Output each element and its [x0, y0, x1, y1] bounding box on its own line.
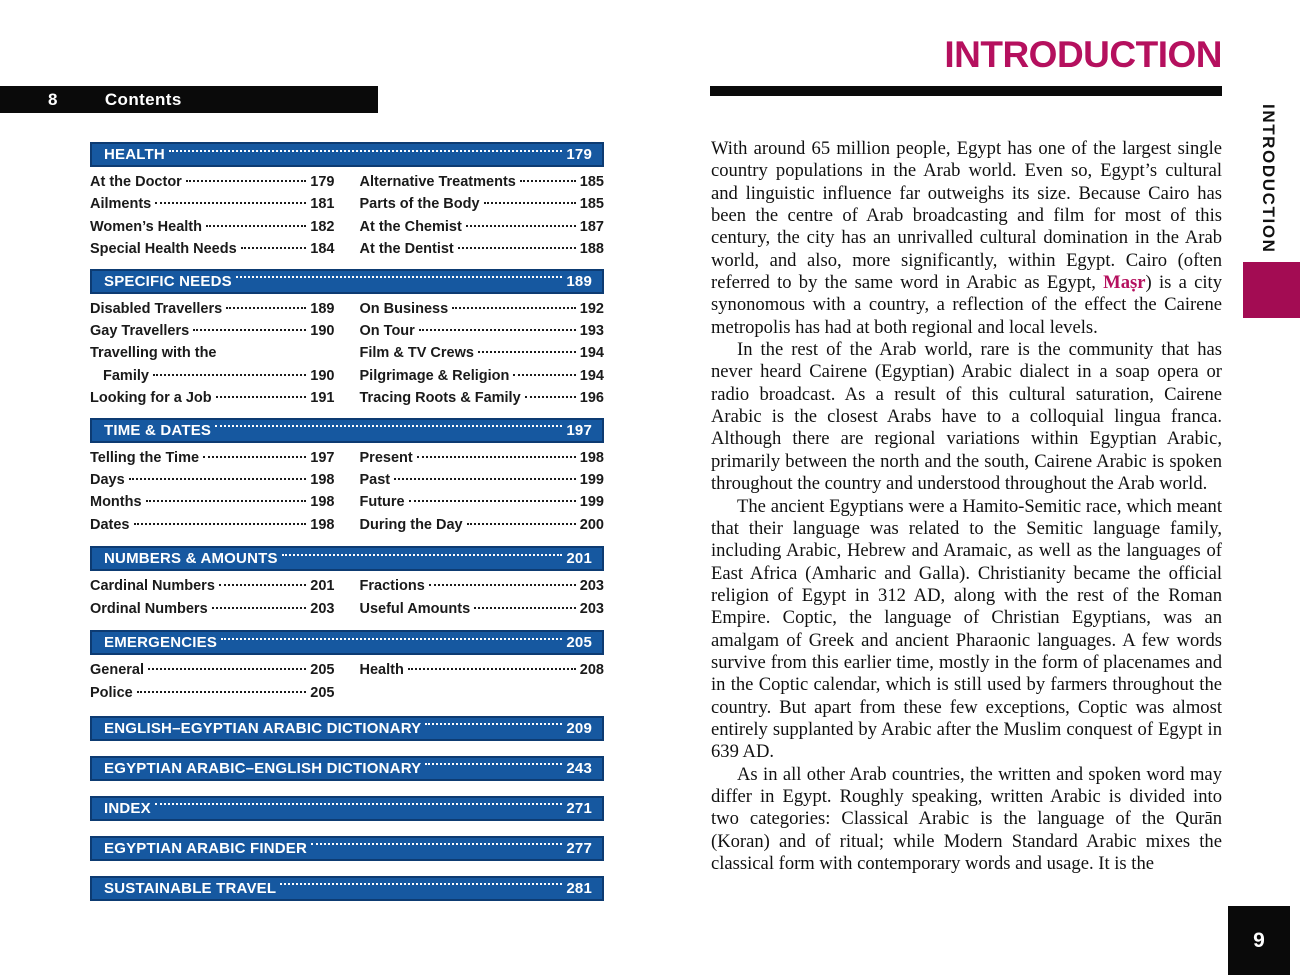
toc-entry-page: 182: [310, 218, 335, 235]
contents-title: Contents: [104, 89, 182, 109]
toc-section-title: SPECIFIC NEEDS: [104, 272, 232, 290]
toc-entry-page: 194: [579, 367, 604, 384]
toc-section-bar: [90, 716, 604, 741]
toc-entry-label: Pilgrimage & Religion: [359, 367, 510, 384]
toc-entry-label: At the Chemist: [359, 218, 462, 235]
toc-section-bar: [90, 269, 604, 294]
toc-entry-page: 205: [310, 662, 335, 679]
toc-entry-label: Gay Travellers: [90, 323, 190, 340]
toc-section-columns: [90, 298, 604, 410]
chapter-side-label: INTRODUCTION: [1259, 104, 1278, 254]
toc-section-page: 205: [566, 634, 592, 652]
toc-column-right: [360, 659, 605, 704]
toc-entry: [90, 469, 335, 491]
toc-entry-label: Fractions: [359, 578, 425, 595]
toc-section-bar: [90, 546, 604, 571]
dotted-leader: [525, 396, 576, 398]
toc-entry-label: Useful Amounts: [359, 600, 471, 617]
toc-entry: [360, 238, 605, 260]
toc-entry: [90, 238, 335, 260]
dotted-leader: [203, 456, 306, 458]
toc-entry: [360, 469, 605, 491]
toc-entry-page: 198: [310, 516, 335, 533]
dotted-leader: [216, 396, 307, 398]
toc-entry: [90, 216, 335, 238]
toc-entry: [90, 193, 335, 215]
title-rule: [710, 86, 1222, 96]
toc-column-left: [90, 659, 335, 704]
toc-entry: [90, 171, 335, 193]
toc-entry-label: Ailments: [90, 196, 152, 213]
toc-entry: [360, 387, 605, 409]
toc-entry-label: Alternative Treatments: [359, 174, 516, 190]
toc-entry: [360, 659, 605, 681]
toc-entry-page: 196: [579, 390, 604, 407]
toc-entry-page: 200: [579, 516, 604, 533]
toc-entry-page: 185: [579, 196, 604, 213]
toc-entry: [360, 320, 605, 342]
toc-entry-label: Parts of the Body: [359, 196, 480, 213]
toc-entry: [360, 575, 605, 597]
dotted-leader: [520, 180, 576, 182]
dotted-leader: [311, 843, 562, 845]
toc-entry: [360, 216, 605, 238]
dotted-leader: [193, 329, 306, 331]
toc-entry-page: 185: [579, 174, 604, 190]
toc-entry-page: 181: [310, 196, 335, 213]
toc-entry-label: Telling the Time: [90, 449, 200, 466]
dotted-leader: [219, 584, 306, 586]
dotted-leader: [241, 247, 307, 249]
dotted-leader: [478, 351, 576, 353]
toc-section-title: SUSTAINABLE TRAVEL: [104, 879, 277, 897]
toc-section-title: ENGLISH–EGYPTIAN ARABIC DICTIONARY: [104, 719, 422, 737]
toc-entry: [90, 320, 335, 342]
dotted-leader: [186, 180, 306, 182]
toc-section-bar: [90, 876, 604, 901]
toc-entry-label: Present: [359, 449, 413, 466]
toc-entry: [90, 342, 335, 364]
toc-entry-page: 205: [310, 684, 335, 701]
dotted-leader: [134, 523, 307, 525]
dotted-leader: [425, 763, 562, 765]
dotted-leader: [429, 584, 576, 586]
dotted-leader: [137, 691, 307, 693]
dotted-leader: [236, 276, 563, 278]
paragraph-2: In the rest of the Arab world, rare is the community that has never heard Cairene (Egyptian) Arabic dialect in a soap opera or radio broadcast. As a result of this cultural saturation, Cairene Arabic is the closest Arabs have to a colloquial lingua franca. Although there are regional variations within Egyptian Arabic, primarily between the north and the south, Cairene Arabic is spoken throughout the country and understood throughout the Arab world.: [711, 339, 1222, 495]
toc-entry-label: Past: [359, 472, 391, 489]
toc-section-page: 281: [566, 879, 592, 897]
toc-section-page: 209: [566, 719, 592, 737]
toc-entry: [90, 298, 335, 320]
toc: [90, 142, 604, 901]
toc-entry: [360, 514, 605, 536]
paragraph-1-start: With around 65 million people, Egypt has one of the largest single country populations in the Arab world. Even so, Egypt’s cultural and linguistic influence far outweighs its size. Because Cairo has been the centre of Arab broadcasting and film for most of this century, the city has an unrivalled cultural domination in the Arab world, and also, more significantly, within Egypt. Cairo (often referred to by the same word in Arabic as Egypt,: [711, 138, 1222, 294]
toc-section-title: INDEX: [104, 799, 151, 817]
intro-body-text: [711, 138, 1222, 875]
dotted-leader: [148, 668, 306, 670]
toc-entry-page: 197: [310, 449, 335, 466]
toc-entry: [90, 575, 335, 597]
dotted-leader: [215, 425, 562, 427]
toc-entry-page: 203: [579, 600, 604, 617]
contents-header-bar: [0, 86, 378, 113]
dotted-leader: [409, 500, 576, 502]
toc-entry-page: 190: [310, 323, 335, 340]
toc-entry: [360, 491, 605, 513]
toc-section-page: 277: [566, 839, 592, 857]
dotted-leader: [408, 668, 576, 670]
toc-entry-page: 192: [579, 300, 604, 317]
dotted-leader: [155, 803, 563, 805]
toc-entry-page: 179: [310, 174, 335, 190]
toc-entry-label: Future: [359, 494, 405, 511]
dotted-leader: [425, 723, 562, 725]
toc-section-page: 271: [566, 799, 592, 817]
toc-entry-label: At the Doctor: [90, 174, 182, 190]
toc-section-title: NUMBERS & AMOUNTS: [104, 550, 278, 568]
toc-entry-label: On Business: [359, 300, 449, 317]
toc-entry-label: Cardinal Numbers: [90, 578, 215, 595]
toc-entry-page: 208: [579, 662, 604, 679]
dotted-leader: [452, 307, 576, 309]
dotted-leader: [467, 523, 576, 525]
dotted-leader: [155, 202, 306, 204]
toc-entry: [360, 598, 605, 620]
toc-column-right: [360, 171, 605, 261]
toc-column-left: [90, 298, 335, 410]
dotted-leader: [513, 374, 575, 376]
toc-entry-page: 187: [579, 218, 604, 235]
dotted-leader: [419, 329, 576, 331]
toc-entry-label: Film & TV Crews: [359, 345, 474, 362]
paragraph-1: [711, 138, 1222, 339]
toc-section-columns: [90, 575, 604, 620]
dotted-leader: [146, 500, 307, 502]
toc-section-bar: [90, 142, 604, 167]
toc-entry-page: 189: [310, 300, 335, 317]
toc-column-left: [90, 447, 335, 537]
toc-entry: [90, 387, 335, 409]
toc-entry-page: 190: [310, 367, 335, 384]
chapter-color-tab: [1243, 262, 1300, 318]
toc-section-columns: [90, 447, 604, 537]
toc-entry-page: 201: [310, 578, 335, 595]
toc-entry-label: Health: [359, 662, 404, 679]
toc-entry-label: Months: [90, 494, 142, 511]
dotted-leader: [466, 225, 576, 227]
dotted-leader: [212, 607, 307, 609]
toc-section-bar: [90, 836, 604, 861]
toc-section-bar: [90, 796, 604, 821]
toc-entry-label: At the Dentist: [359, 241, 454, 258]
toc-entry-page: 193: [579, 323, 604, 340]
toc-section-page: 201: [566, 550, 592, 568]
dotted-leader: [153, 374, 306, 376]
toc-column-left: [90, 171, 335, 261]
toc-entry-page: 194: [579, 345, 604, 362]
toc-entry-label: Special Health Needs: [90, 241, 237, 258]
toc-entry-label: Ordinal Numbers: [90, 600, 208, 617]
toc-entry-label: Dates: [90, 516, 130, 533]
toc-section-page: 189: [566, 272, 592, 290]
toc-entry-label: Police: [90, 684, 133, 701]
toc-entry-page: 198: [579, 449, 604, 466]
toc-section-title: TIME & DATES: [104, 421, 212, 439]
dotted-leader: [221, 638, 562, 640]
page-title: INTRODUCTION: [944, 34, 1222, 75]
toc-section-bar: [90, 756, 604, 781]
toc-entry-label: Tracing Roots & Family: [359, 390, 521, 407]
toc-entry: [90, 598, 335, 620]
toc-entry: [360, 342, 605, 364]
toc-entry-page: 191: [310, 390, 335, 407]
toc-section-title: EGYPTIAN ARABIC FINDER: [104, 839, 308, 857]
toc-entry: [360, 171, 605, 193]
page-number: 9: [1253, 928, 1265, 952]
toc-entry: [360, 193, 605, 215]
toc-entry: [90, 491, 335, 513]
paragraph-3: The ancient Egyptians were a Hamito-Semitic race, which meant that their language was related to the Semitic language family, including Arabic, Hebrew and Aramaic, as well as the languages of East Africa (Amharic and Galla). Christianity became the official religion of Egypt in 312 AD, along with the rest of the Roman Empire. Coptic, the language of Christian Egyptians, was an amalgam of Greek and ancient Pharaonic languages. A few words survive from this earlier time, mostly in the form of placenames and in the Coptic calendar, which is still used by farmers throughout the country. But apart from these few exceptions, Coptic was almost entirely supplanted by Arabic after the Muslim conquest of Egypt in 639 AD.: [711, 495, 1222, 763]
dotted-leader: [474, 607, 576, 609]
toc-section-page: 179: [566, 146, 592, 163]
dotted-leader: [282, 554, 563, 556]
toc-entry-label: Looking for a Job: [90, 390, 212, 407]
toc-section-title: EMERGENCIES: [104, 634, 218, 652]
toc-section-page: 197: [566, 421, 592, 439]
toc-section-columns: [90, 171, 604, 261]
dotted-leader: [484, 202, 576, 204]
dotted-leader: [280, 883, 562, 885]
toc-entry: [360, 365, 605, 387]
toc-section-page: 243: [566, 759, 592, 777]
toc-entry: [90, 447, 335, 469]
dotted-leader: [458, 247, 576, 249]
toc-entry: [360, 298, 605, 320]
toc-entry: [90, 514, 335, 536]
toc-column-right: [360, 447, 605, 537]
toc-section-title: HEALTH: [104, 146, 165, 163]
toc-section-title: EGYPTIAN ARABIC–ENGLISH DICTIONARY: [104, 759, 422, 777]
toc-entry: [90, 682, 335, 704]
toc-entry-page: 203: [310, 600, 335, 617]
dotted-leader: [129, 478, 307, 480]
toc-entry-page: 199: [579, 494, 604, 511]
toc-entry-page: 198: [310, 472, 335, 489]
toc-entry-label: Days: [90, 472, 125, 489]
toc-column-right: [360, 298, 605, 410]
toc-entry: [90, 659, 335, 681]
arabic-term-masr: Maṣr: [1103, 272, 1146, 294]
toc-entry-page: 184: [310, 241, 335, 258]
toc-entry-page: 188: [579, 241, 604, 258]
toc-entry-label: Women’s Health: [90, 218, 202, 235]
dotted-leader: [206, 225, 306, 227]
toc-entry-page: 203: [579, 578, 604, 595]
toc-section-bar: [90, 418, 604, 443]
toc-entry-label: Disabled Travellers: [90, 300, 223, 317]
toc-entry-label: Travelling with the: [90, 345, 217, 362]
dotted-leader: [417, 456, 576, 458]
toc-column-right: [360, 575, 605, 620]
toc-column-left: [90, 575, 335, 620]
toc-entry: [90, 365, 335, 387]
paragraph-1-end: ) is a city synonomous with a country, a reflection of the effect the Cairene metropolis has had at both regional and local levels.: [711, 272, 1222, 338]
page-number-box: [1228, 906, 1290, 975]
contents-page-number: 8: [48, 89, 58, 109]
toc-entry-label: During the Day: [359, 516, 463, 533]
dotted-leader: [226, 307, 306, 309]
dotted-leader: [169, 150, 562, 152]
toc-entry-page: 198: [310, 494, 335, 511]
toc-entry-page: 199: [579, 472, 604, 489]
toc-entry-label: General: [90, 662, 144, 679]
toc-entry: [360, 447, 605, 469]
toc-entry-label: Family: [103, 367, 149, 384]
dotted-leader: [394, 478, 576, 480]
toc-section-bar: [90, 630, 604, 655]
paragraph-4: As in all other Arab countries, the written and spoken word may differ in Egypt. Roughly speaking, written Arabic is divided into two categories: Classical Arabic is the language of the Qurān (Koran) and of ritual; while Modern Standard Arabic mixes the classical form with contemporary words and usage. It is the: [711, 763, 1222, 874]
toc-section-columns: [90, 659, 604, 704]
toc-entry-label: On Tour: [359, 323, 415, 340]
